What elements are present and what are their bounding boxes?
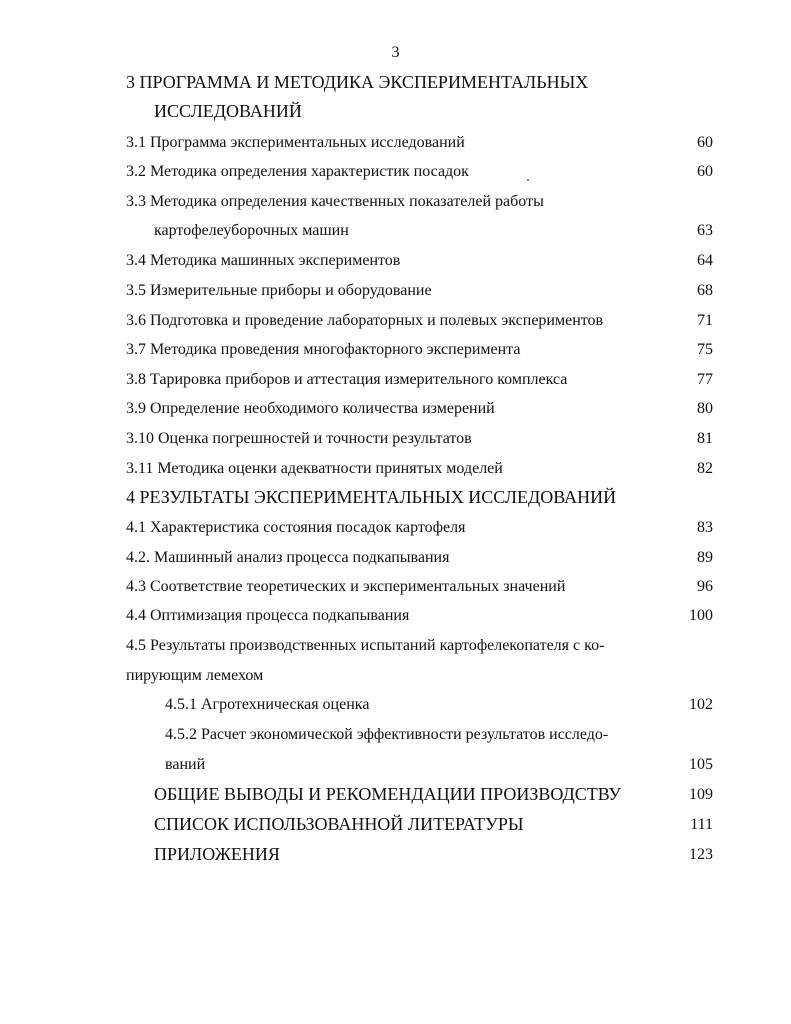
toc-entry: 4.4 Оптимизация процесса подкапывания	[126, 607, 410, 624]
toc-section-references: СПИСОК ИСПОЛЬЗОВАННОЙ ЛИТЕРАТУРЫ	[154, 814, 524, 834]
toc-page-number: 102	[689, 696, 713, 713]
toc-page-number: 64	[697, 252, 713, 269]
toc-entry: 3.1 Программа экспериментальных исследований	[126, 134, 465, 151]
toc-entry: 4.3 Соответствие теоретических и экспериментальных значений	[126, 578, 566, 595]
toc-entry: 3.9 Определение необходимого количества измерений	[126, 400, 495, 417]
toc-page-number: 123	[689, 846, 713, 863]
page-number: 3	[391, 44, 400, 61]
toc-page-number: 89	[697, 549, 713, 566]
toc-entry-cont: картофелеуборочных машин	[154, 222, 349, 239]
toc-page-number: 60	[697, 163, 713, 180]
toc-page-number: 111	[690, 816, 713, 833]
toc-entry: 4.2. Машинный анализ процесса подкапывания	[126, 549, 450, 566]
toc-entry: 3.10 Оценка погрешностей и точности результатов	[126, 430, 472, 447]
toc-page-number: 81	[697, 430, 713, 447]
toc-entry: 3.5 Измерительные приборы и оборудование	[126, 282, 432, 299]
toc-entry: 4.5 Результаты производственных испытаний картофелекопателя с ко-	[126, 637, 605, 654]
toc-page-number: 60	[697, 134, 713, 151]
toc-page-number: 82	[697, 460, 713, 477]
toc-entry: 4.1 Характеристика состояния посадок картофеля	[126, 519, 466, 536]
toc-entry: 3.11 Методика оценки адекватности принятых моделей	[126, 460, 503, 477]
toc-chapter-heading-cont: ИССЛЕДОВАНИЙ	[154, 101, 302, 121]
toc-page-number: 83	[697, 519, 713, 536]
toc-entry-cont: пирующим лемехом	[126, 667, 264, 684]
toc-entry: 3.8 Тарировка приборов и аттестация измерительного комплекса	[126, 371, 568, 388]
toc-page-number: 63	[697, 222, 713, 239]
toc-page-number: 105	[689, 756, 713, 773]
toc-page-number: 100	[689, 607, 713, 624]
toc-chapter-heading: 3 ПРОГРАММА И МЕТОДИКА ЭКСПЕРИМЕНТАЛЬНЫХ	[126, 72, 589, 92]
toc-subentry-cont: ваний	[165, 756, 206, 773]
toc-page-number: 109	[689, 786, 713, 803]
toc-page-number: 75	[697, 341, 713, 358]
toc-entry: 3.6 Подготовка и проведение лабораторных и полевых экспериментов	[126, 312, 604, 329]
scan-speck	[527, 179, 529, 181]
toc-page-number: 96	[697, 578, 713, 595]
toc-page-number: 80	[697, 400, 713, 417]
toc-page-number: 71	[697, 312, 713, 329]
toc-entry: 3.2 Методика определения характеристик посадок	[126, 163, 469, 180]
toc-section-appendices: ПРИЛОЖЕНИЯ	[154, 844, 280, 864]
toc-entry: 3.3 Методика определения качественных показателей работы	[126, 193, 544, 210]
toc-subentry: 4.5.2 Расчет экономической эффективности результатов исследо-	[165, 726, 609, 743]
toc-section-conclusions: ОБЩИЕ ВЫВОДЫ И РЕКОМЕНДАЦИИ ПРОИЗВОДСТВУ	[154, 784, 622, 804]
toc-entry: 3.4 Методика машинных экспериментов	[126, 252, 401, 269]
toc-chapter-heading: 4 РЕЗУЛЬТАТЫ ЭКСПЕРИМЕНТАЛЬНЫХ ИССЛЕДОВАНИЙ	[126, 487, 617, 507]
toc-page-number: 77	[697, 371, 713, 388]
toc-subentry: 4.5.1 Агротехническая оценка	[165, 696, 370, 713]
toc-page-number: 68	[697, 282, 713, 299]
toc-entry: 3.7 Методика проведения многофакторного эксперимента	[126, 341, 521, 358]
